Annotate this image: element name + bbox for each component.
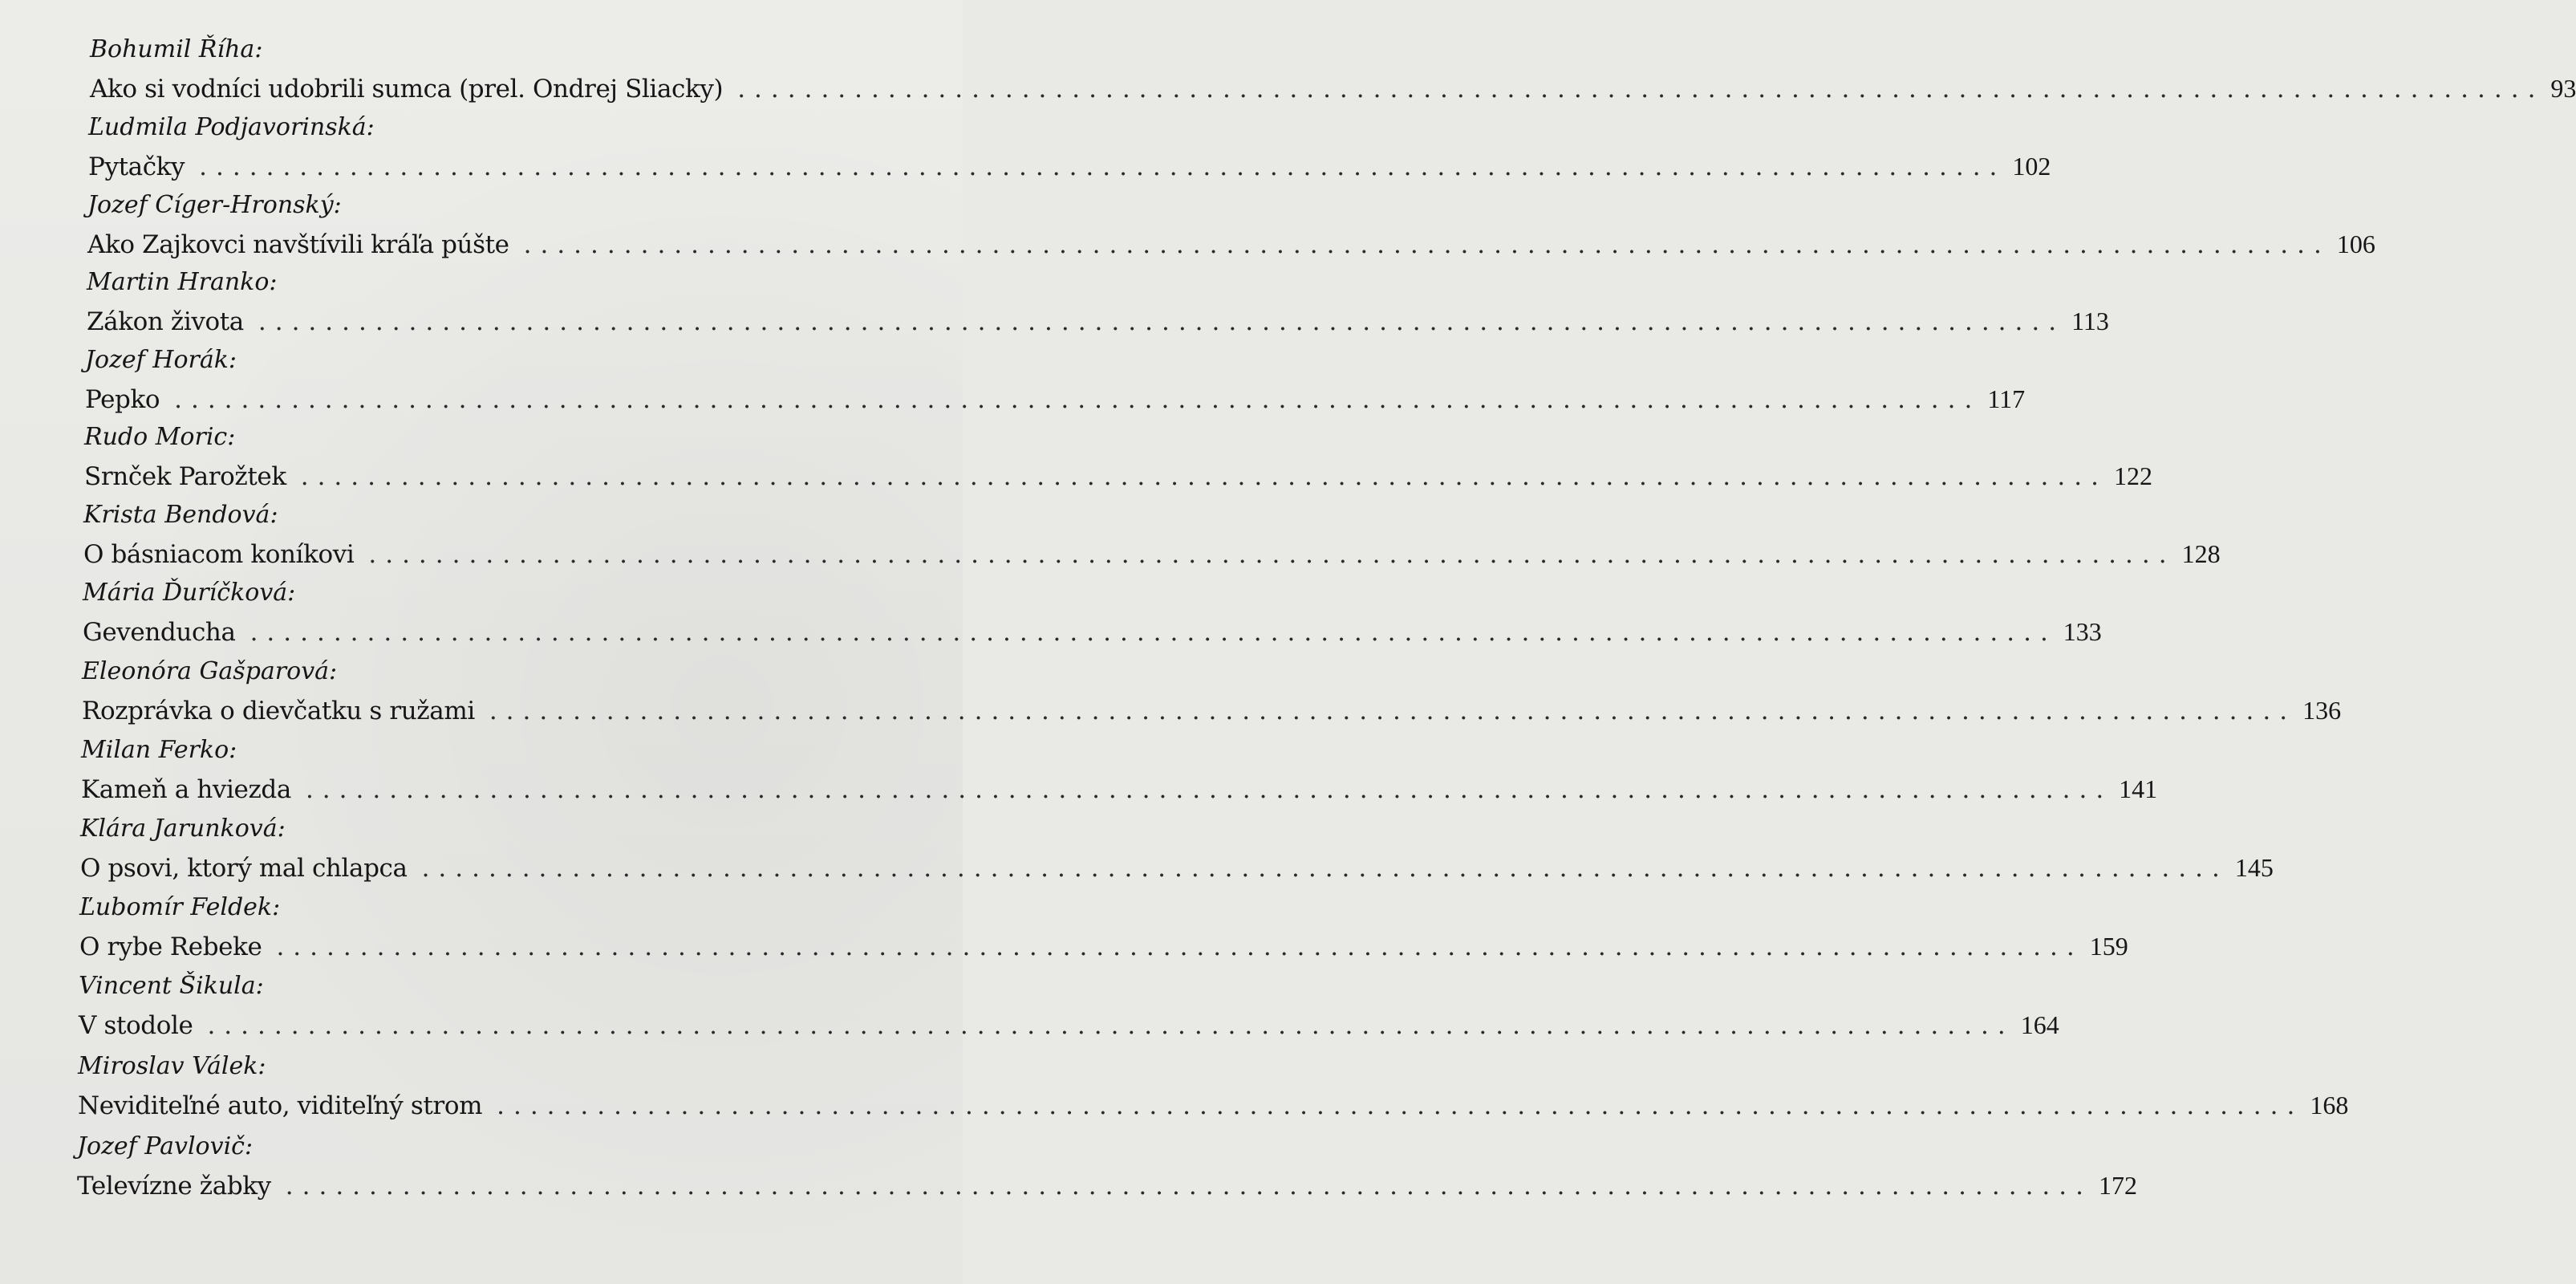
entry-page-number: 145 [2234, 853, 2274, 882]
entry-title-row [85, 383, 2026, 415]
dot-leader: ............................................................................................................ [737, 75, 2545, 104]
entry-title-row [79, 1009, 2059, 1041]
dot-leader: ............................................................................................................ [368, 540, 2176, 569]
entry-page-number: 133 [2063, 617, 2102, 646]
entry-title: Neviditeľné auto, viditeľný strom [78, 1091, 483, 1120]
entry-title-row [83, 616, 2102, 648]
entry-title-row [87, 305, 2109, 337]
entry-title-row [83, 538, 2221, 570]
dot-leader: ............................................................................................................ [207, 1011, 2014, 1040]
dot-leader: ............................................................................................................ [497, 1091, 2304, 1120]
entry-author: Jozef Horák: [85, 346, 237, 374]
entry-page-number: 141 [2119, 774, 2158, 803]
entry-title: Pytačky [88, 152, 185, 181]
entry-page-number: 117 [1987, 384, 2026, 413]
entry-page-number: 172 [2099, 1171, 2137, 1200]
toc-entry [88, 112, 2051, 189]
entry-title-row [81, 773, 2158, 805]
entry-title-row [80, 851, 2274, 884]
toc-entry [84, 421, 2152, 498]
entry-page-number: 113 [2071, 307, 2109, 335]
entry-author: Vincent Šikula: [79, 972, 264, 1000]
toc-entry [83, 577, 2102, 654]
toc-entry [80, 813, 2274, 890]
dot-leader: ............................................................................................................ [199, 152, 2006, 181]
entry-title: O psovi, ktorý mal chlapca [80, 854, 408, 883]
entry-title: Ako Zajkovci navštívili kráľa púšte [87, 230, 509, 259]
entry-author: Miroslav Válek: [78, 1052, 266, 1080]
entry-author: Mária Ďuríčková: [83, 579, 296, 607]
entry-title: Rozprávka o dievčatku s ružami [82, 697, 475, 725]
entry-title-row [87, 228, 2375, 260]
entry-author: Rudo Moric: [84, 423, 236, 451]
entry-title-row [90, 72, 2576, 104]
entry-page-number: 136 [2302, 696, 2342, 725]
toc-entry [79, 892, 2128, 969]
toc-entry [82, 656, 2342, 733]
entry-page-number: 102 [2012, 152, 2051, 181]
entry-author: Jozef Cíger-Hronský: [87, 191, 342, 219]
dot-leader: ............................................................................................................ [489, 697, 2297, 725]
entry-title: Ako si vodníci udobrili sumca (prel. Ondrej Sliacky) [90, 75, 724, 104]
toc-entry [85, 344, 2026, 421]
entry-author: Ľubomír Feldek: [79, 893, 281, 921]
entry-title: Televízne žabky [77, 1172, 271, 1201]
entry-title: Srnček Parožtek [84, 462, 286, 491]
dot-leader: ............................................................................................................ [258, 307, 2066, 336]
entry-title-row [88, 150, 2051, 182]
entry-title: O rybe Rebeke [79, 933, 262, 961]
entry-page-number: 93 [2550, 74, 2576, 103]
entry-title: V stodole [79, 1011, 193, 1040]
toc-entry [79, 970, 2059, 1047]
toc-entry [83, 499, 2221, 576]
entry-author: Klára Jarunková: [80, 815, 286, 843]
entry-title: Pepko [85, 385, 160, 414]
toc-entry [87, 189, 2375, 266]
entry-author: Eleonóra Gašparová: [82, 657, 338, 685]
entry-title-row [84, 460, 2152, 492]
entry-author: Milan Ferko: [81, 736, 237, 764]
dot-leader: ............................................................................................................ [523, 230, 2331, 259]
entry-author: Bohumil Říha: [90, 35, 263, 63]
dot-leader: ............................................................................................................ [276, 933, 2083, 961]
dot-leader: ............................................................................................................ [285, 1172, 2092, 1201]
toc-entry [90, 34, 2576, 111]
entry-title: Kameň a hviezda [81, 775, 291, 804]
entry-page-number: 168 [2310, 1091, 2349, 1119]
toc-entry [87, 266, 2109, 343]
entry-title: O básniacom koníkovi [83, 540, 355, 569]
dot-leader: ............................................................................................................ [174, 385, 1982, 414]
entry-author: Jozef Pavlovič: [77, 1132, 254, 1160]
entry-page-number: 164 [2020, 1010, 2059, 1039]
toc-entry [81, 734, 2158, 811]
toc-entry [78, 1050, 2349, 1128]
dot-leader: ............................................................................................................ [249, 618, 2057, 647]
entry-title-row [82, 694, 2342, 726]
entry-page-number: 159 [2089, 932, 2128, 961]
entry-page-number: 106 [2336, 230, 2375, 258]
dot-leader: ............................................................................................................ [305, 775, 2113, 804]
entry-title-row [77, 1169, 2137, 1201]
entry-title: Zákon života [87, 307, 244, 336]
dot-leader: ............................................................................................................ [421, 854, 2229, 883]
toc-entry [77, 1131, 2137, 1208]
entry-page-number: 128 [2181, 539, 2221, 568]
entry-page-number: 122 [2113, 461, 2152, 490]
dot-leader: ............................................................................................................ [300, 462, 2107, 491]
entry-author: Ľudmila Podjavorinská: [88, 113, 375, 141]
entry-author: Martin Hranko: [87, 268, 278, 296]
entry-title: Gevenducha [83, 618, 236, 647]
entry-author: Krista Bendová: [83, 501, 278, 529]
entry-title-row [78, 1089, 2349, 1121]
entry-title-row [79, 930, 2128, 962]
